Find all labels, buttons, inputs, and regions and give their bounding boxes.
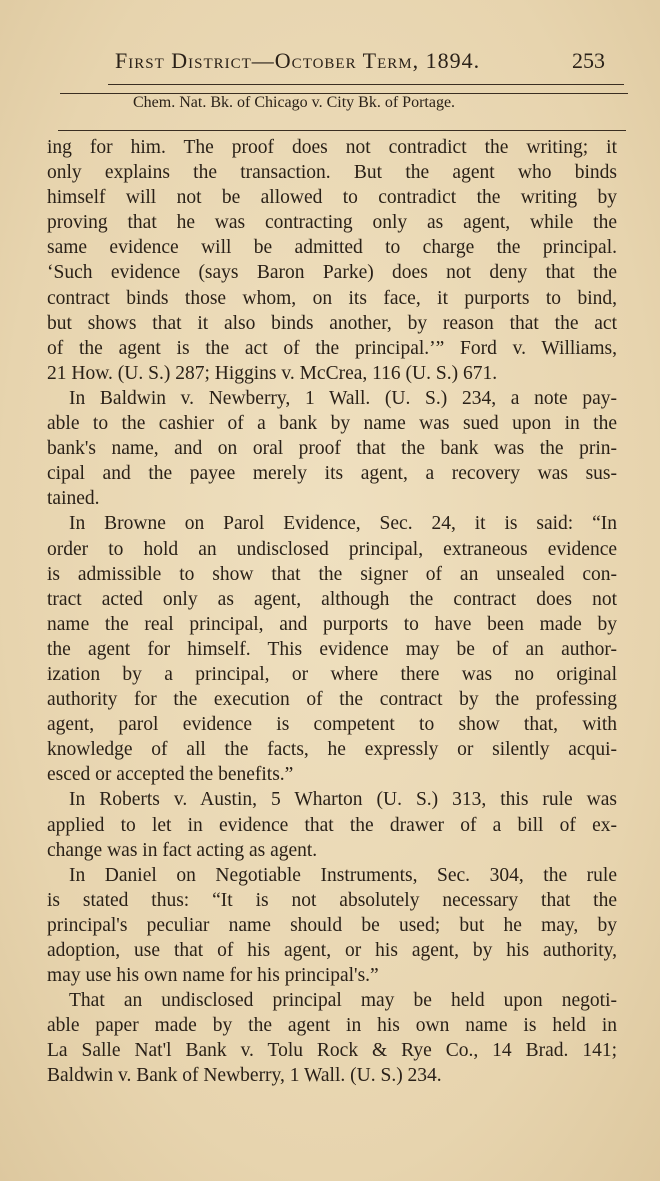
text-line: applied to let in evidence that the drawer of a bill of ex- [47, 814, 617, 836]
header-rule-bottom [58, 130, 626, 131]
text-line: but shows that it also binds another, by reason that the act [47, 312, 617, 334]
text-line: bank's name, and on oral proof that the bank was the prin- [47, 438, 617, 460]
running-title: First District—October Term, 1894. [115, 48, 481, 73]
text-line: principal's peculiar name should be used; but he may, by [47, 914, 617, 936]
text-line: order to hold an undisclosed principal, extraneous evidence [47, 538, 617, 560]
body-text [47, 135, 617, 1089]
running-head [0, 40, 660, 80]
text-line: same evidence will be admitted to charge the principal. [47, 237, 617, 259]
text-line: In Baldwin v. Newberry, 1 Wall. (U. S.) 234, a note pay- [69, 387, 617, 409]
text-line: authority for the execution of the contract by the professing [47, 689, 617, 711]
text-line: himself will not be allowed to contradict the writing by [47, 187, 617, 209]
text-line: La Salle Nat'l Bank v. Tolu Rock & Rye Co., 14 Brad. 141; [47, 1040, 617, 1062]
text-line: is stated thus: “It is not absolutely necessary that the [47, 889, 617, 911]
text-line: only explains the transaction. But the agent who binds [47, 162, 617, 184]
text-line: ‘Such evidence (says Baron Parke) does not deny that the [47, 262, 617, 284]
text-line: esced or accepted the benefits.” [47, 764, 294, 786]
text-line: In Browne on Parol Evidence, Sec. 24, it is said: “In [69, 513, 617, 535]
text-line: agent, parol evidence is competent to show that, with [47, 714, 617, 736]
text-line: name the real principal, and purports to have been made by [47, 613, 617, 635]
text-line: knowledge of all the facts, he expressly or silently acqui- [47, 739, 617, 761]
case-caption: Chem. Nat. Bk. of Chicago v. City Bk. of Portage. [133, 94, 456, 111]
text-line: In Daniel on Negotiable Instruments, Sec. 304, the rule [69, 864, 617, 886]
text-line: Baldwin v. Bank of Newberry, 1 Wall. (U. S.) 234. [47, 1065, 442, 1087]
text-line: the agent for himself. This evidence may be of an author- [47, 638, 617, 660]
text-line: proving that he was contracting only as agent, while the [47, 212, 617, 234]
text-line: ing for him. The proof does not contradict the writing; it [47, 137, 617, 158]
text-line: able to the cashier of a bank by name was sued upon in the [47, 413, 617, 435]
text-line: contract binds those whom, on its face, it purports to bind, [47, 287, 617, 309]
text-line: able paper made by the agent in his own name is held in [47, 1015, 617, 1037]
text-line: adoption, use that of his agent, or his agent, by his authority, [47, 940, 617, 961]
text-line: tract acted only as agent, although the contract does not [47, 588, 617, 610]
text-line: In Roberts v. Austin, 5 Wharton (U. S.) 313, this rule was [69, 789, 617, 811]
text-line: ization by a principal, or where there was no original [47, 663, 617, 685]
text-line: That an undisclosed principal may be held upon negoti- [69, 990, 617, 1012]
header-rule-top [108, 84, 624, 85]
text-line: cipal and the payee merely its agent, a recovery was sus- [47, 463, 617, 485]
text-line: is admissible to show that the signer of an unsealed con- [47, 563, 617, 585]
text-line: may use his own name for his principal's.” [47, 965, 379, 987]
text-line: of the agent is the act of the principal.’” Ford v. Williams, [47, 337, 617, 359]
text-line: change was in fact acting as agent. [47, 839, 318, 861]
text-line: tained. [47, 488, 100, 510]
text-line: 21 How. (U. S.) 287; Higgins v. McCrea, 116 (U. S.) 671. [47, 362, 498, 384]
page-number: 253 [572, 48, 605, 73]
